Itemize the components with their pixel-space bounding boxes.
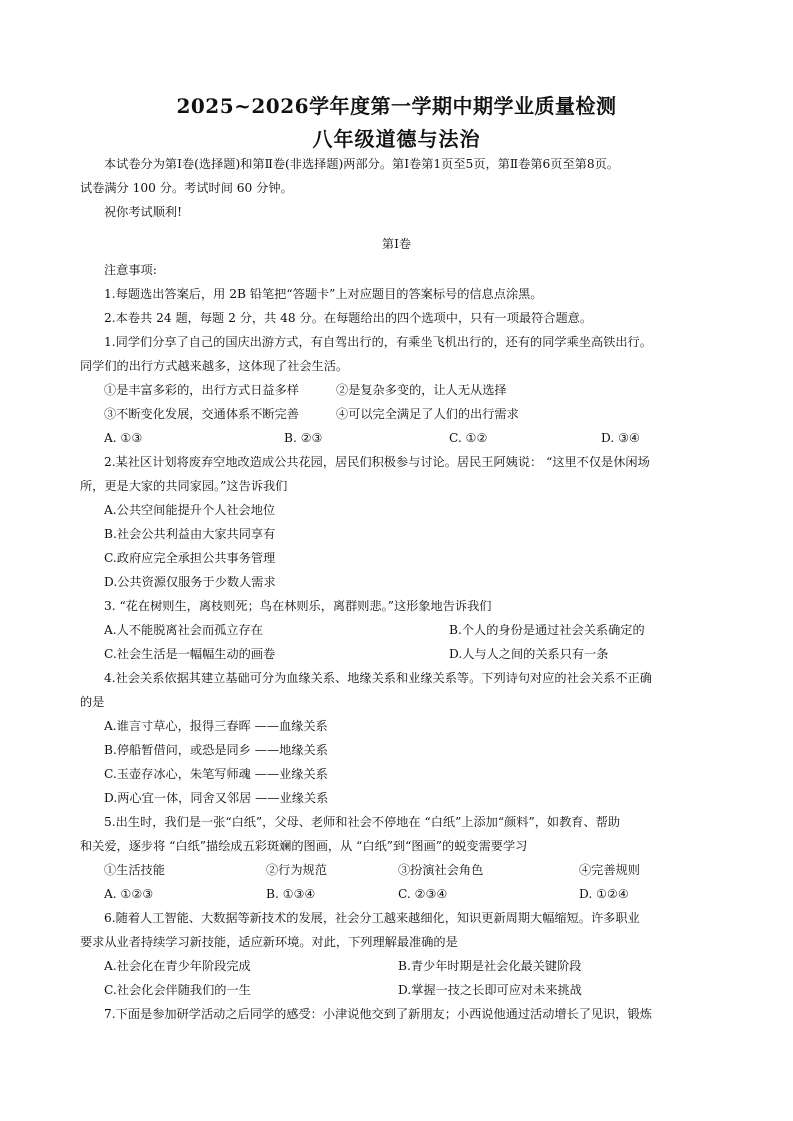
exam-subject: 八年级道德与法治 — [312, 127, 481, 151]
notice-2: 2.本卷共 24 题，每题 2 分，共 48 分。在每题给出的四个选项中，只有一项最符合题意。 — [104, 311, 593, 325]
q1-stem-1: 1.同学们分享了自己的国庆出游方式，有自驾出行的，有乘坐飞机出行的，还有的同学乘坐高铁出行。 — [104, 335, 652, 349]
q3-option-a: A.人不能脱离社会而孤立存在 — [104, 623, 263, 637]
q3-stem: 3. “花在树则生，离枝则死；鸟在林则乐，离群则悲。”这形象地告诉我们 — [104, 599, 492, 613]
q2-option-a: A.公共空间能提升个人社会地位 — [104, 503, 276, 517]
section-label: 第Ⅰ卷 — [381, 237, 412, 251]
q1-option-d: D. ③④ — [601, 431, 640, 445]
notice-1: 1.每题选出答案后，用 2B 铅笔把“答题卡”上对应题目的答案标号的信息点涂黑。 — [104, 287, 543, 301]
q3-option-c: C.社会生活是一幅幅生动的画卷 — [104, 647, 276, 661]
q3-option-b: B.个人的身份是通过社会关系确定的 — [449, 623, 645, 637]
q2-option-b: B.社会公共利益由大家共同享有 — [104, 527, 276, 541]
q1-statement-2: ②是复杂多变的，让人无从选择 — [336, 383, 507, 397]
q2-stem-1: 2.某社区计划将废弃空地改造成公共花园，居民们积极参与讨论。居民王阿姨说： “这里不仅是休闲场 — [104, 455, 650, 469]
q5-statement-4: ④完善规则 — [579, 863, 640, 877]
q6-option-c: C.社会化会伴随我们的一生 — [104, 983, 251, 997]
q1-option-c: C. ①② — [449, 431, 488, 445]
q5-option-d: D. ①②④ — [579, 887, 629, 901]
q6-stem-2: 要求从业者持续学习新技能，适应新环境。对此，下列理解最准确的是 — [80, 935, 458, 949]
q6-option-a: A.社会化在青少年阶段完成 — [104, 959, 251, 973]
q5-stem-1: 5.出生时，我们是一张“白纸”，父母、老师和社会不停地在 “白纸”上添加“颜料”，如教育、帮助 — [104, 815, 621, 829]
q5-option-a: A. ①②③ — [104, 887, 154, 901]
q1-stem-2: 同学们的出行方式越来越多，这体现了社会生活。 — [80, 359, 349, 373]
q1-option-a: A. ①③ — [104, 431, 143, 445]
q4-option-d: D.两心宜一体，同舍又邻居 ——业缘关系 — [104, 791, 329, 805]
q7-stem-1: 7.下面是参加研学活动之后同学的感受：小津说他交到了新朋友；小西说他通过活动增长了见识，锻炼 — [104, 1007, 652, 1021]
exam-title: 2025~2026学年度第一学期中期学业质量检测 — [176, 94, 617, 118]
q5-stem-2: 和关爱，逐步将 “白纸”描绘成五彩斑斓的图画，从 “白纸”到“图画”的蜕变需要学习 — [80, 839, 528, 853]
q6-stem-1: 6.随着人工智能、大数据等新技术的发展，社会分工越来越细化，知识更新周期大幅缩短。许多职业 — [104, 911, 640, 925]
intro-line-1: 本试卷分为第Ⅰ卷(选择题)和第Ⅱ卷(非选择题)两部分。第Ⅰ卷第1页至5页，第Ⅱ卷第6页至第8页。 — [104, 157, 619, 171]
q1-statement-1: ①是丰富多彩的，出行方式日益多样 — [104, 383, 299, 397]
q4-stem-2: 的是 — [80, 695, 105, 709]
q6-option-d: D.掌握一技之长即可应对未来挑战 — [398, 983, 582, 997]
q4-option-b: B.停船暂借问，或恐是同乡 ——地缘关系 — [104, 743, 328, 757]
q1-option-b: B. ②③ — [284, 431, 323, 445]
q3-option-d: D.人与人之间的关系只有一条 — [449, 647, 609, 661]
q5-statement-3: ③扮演社会角色 — [398, 863, 484, 877]
wish-line: 祝你考试顺利! — [104, 205, 183, 219]
q5-option-b: B. ①③④ — [266, 887, 316, 901]
q4-option-a: A.谁言寸草心，报得三春晖 ——血缘关系 — [104, 719, 328, 733]
q5-statement-1: ①生活技能 — [104, 863, 165, 877]
q2-option-d: D.公共资源仅服务于少数人需求 — [104, 575, 276, 589]
q2-option-c: C.政府应完全承担公共事务管理 — [104, 551, 276, 565]
q1-statement-3: ③不断变化发展，交通体系不断完善 — [104, 407, 299, 421]
q5-statement-2: ②行为规范 — [266, 863, 327, 877]
notice-title: 注意事项: — [104, 263, 157, 277]
q5-option-c: C. ②③④ — [398, 887, 448, 901]
q2-stem-2: 所，更是大家的共同家园。”这告诉我们 — [80, 479, 288, 493]
q1-statement-4: ④可以完全满足了人们的出行需求 — [336, 407, 519, 421]
q6-option-b: B.青少年时期是社会化最关键阶段 — [398, 959, 582, 973]
intro-line-2: 试卷满分 100 分。考试时间 60 分钟。 — [80, 181, 293, 195]
q4-option-c: C.玉壶存冰心，朱笔写师魂 ——业缘关系 — [104, 767, 328, 781]
q4-stem-1: 4.社会关系依据其建立基础可分为血缘关系、地缘关系和业缘关系等。下列诗句对应的社会关系不正确 — [104, 671, 652, 685]
